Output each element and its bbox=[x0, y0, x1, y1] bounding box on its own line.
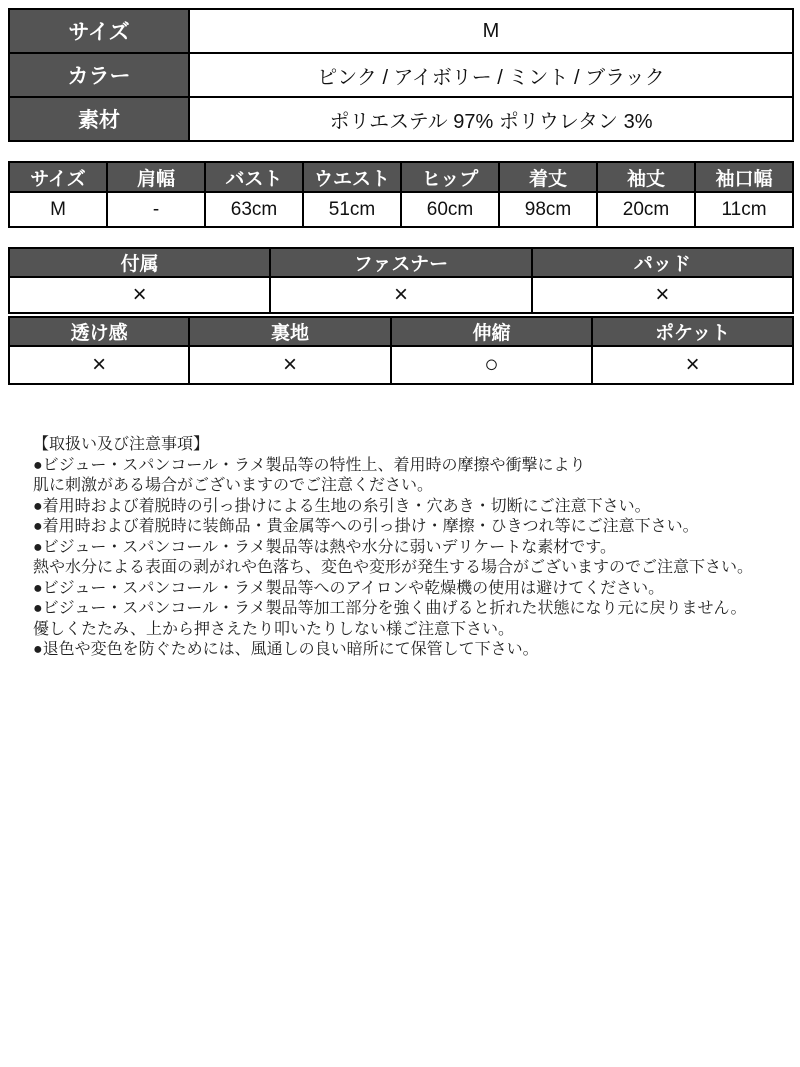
meas-value-cuff: 11cm bbox=[695, 192, 793, 227]
feat-value-fastener: × bbox=[270, 277, 531, 313]
meas-header-length: 着丈 bbox=[499, 162, 597, 192]
care-note-line: 肌に刺激がある場合がございますのでご注意ください。 bbox=[33, 477, 434, 494]
meas-value-sleeve: 20cm bbox=[597, 192, 695, 227]
spec-label-material: 素材 bbox=[9, 97, 189, 141]
feat-value-lining: × bbox=[189, 346, 390, 384]
spec-label-size: サイズ bbox=[9, 9, 189, 53]
table-row bbox=[9, 277, 793, 313]
meas-value-hip: 60cm bbox=[401, 192, 499, 227]
meas-value-length: 98cm bbox=[499, 192, 597, 227]
measurements-table bbox=[8, 161, 794, 228]
care-note-line: ●退色や変色を防ぐためには、風通しの良い暗所にて保管して下さい。 bbox=[33, 641, 539, 658]
feat-header-pad: パッド bbox=[532, 248, 793, 277]
care-note-line: ●ビジュー・スパンコール・ラメ製品等は熱や水分に弱いデリケートな素材です。 bbox=[33, 538, 616, 556]
feat-value-stretch: ○ bbox=[391, 346, 592, 384]
table-row bbox=[9, 192, 793, 227]
feat-header-stretch: 伸縮 bbox=[391, 317, 592, 346]
feat-value-accessory: × bbox=[9, 277, 270, 313]
feat-value-pad: × bbox=[532, 277, 793, 313]
meas-value-bust: 63cm bbox=[205, 192, 303, 227]
feat-value-pocket: × bbox=[592, 346, 793, 384]
table-row bbox=[9, 9, 793, 53]
table-row bbox=[9, 97, 793, 141]
spec-value-color: ピンク / アイボリー / ミント / ブラック bbox=[189, 53, 793, 97]
care-note-line: ●ビジュー・スパンコール・ラメ製品等の特性上、着用時の摩擦や衝撃により bbox=[33, 456, 586, 474]
features-table-upper bbox=[8, 247, 794, 314]
table-row bbox=[9, 346, 793, 384]
meas-header-bust: バスト bbox=[205, 162, 303, 192]
care-note-line: 優しくたたみ、上から押さえたり叩いたりしない様ご注意下さい。 bbox=[33, 620, 514, 638]
table-header-row bbox=[9, 248, 793, 277]
feat-header-pocket: ポケット bbox=[592, 317, 793, 346]
meas-header-cuff: 袖口幅 bbox=[695, 162, 793, 192]
care-note-line: ●ビジュー・スパンコール・ラメ製品等加工部分を強く曲げると折れた状態になり元に戻りません。 bbox=[33, 600, 747, 617]
spec-value-size: M bbox=[189, 9, 793, 53]
table-header-row bbox=[9, 162, 793, 192]
meas-value-size: M bbox=[9, 192, 107, 227]
feat-header-fastener: ファスナー bbox=[270, 248, 531, 277]
feat-header-accessory: 付属 bbox=[9, 248, 270, 277]
product-spec-table bbox=[8, 8, 794, 142]
meas-header-hip: ヒップ bbox=[401, 162, 499, 192]
feat-value-sheer: × bbox=[9, 346, 189, 384]
care-notes-title: 【取扱い及び注意事項】 bbox=[33, 436, 210, 453]
meas-header-waist: ウエスト bbox=[303, 162, 401, 192]
spec-label-color: カラー bbox=[9, 53, 189, 97]
care-note-line: ●着用時および着脱時の引っ掛けによる生地の糸引き・穴あき・切断にご注意下さい。 bbox=[33, 497, 651, 515]
features-table-lower bbox=[8, 316, 794, 385]
feat-header-lining: 裏地 bbox=[189, 317, 390, 346]
meas-header-shoulder: 肩幅 bbox=[107, 162, 205, 192]
care-notes bbox=[8, 435, 794, 661]
meas-header-sleeve: 袖丈 bbox=[597, 162, 695, 192]
spec-value-material: ポリエステル 97% ポリウレタン 3% bbox=[189, 97, 793, 141]
table-header-row bbox=[9, 317, 793, 346]
meas-value-shoulder: - bbox=[107, 192, 205, 227]
care-note-line: ●ビジュー・スパンコール・ラメ製品等へのアイロンや乾燥機の使用は避けてください。 bbox=[33, 579, 665, 597]
feat-header-sheer: 透け感 bbox=[9, 317, 189, 346]
meas-value-waist: 51cm bbox=[303, 192, 401, 227]
care-note-line: 熱や水分による表面の剥がれや色落ち、変色や変形が発生する場合がございますのでご注意下さい。 bbox=[33, 559, 754, 576]
table-row bbox=[9, 53, 793, 97]
care-note-line: ●着用時および着脱時に装飾品・貴金属等への引っ掛け・摩擦・ひきつれ等にご注意下さい。 bbox=[33, 518, 699, 535]
meas-header-size: サイズ bbox=[9, 162, 107, 192]
